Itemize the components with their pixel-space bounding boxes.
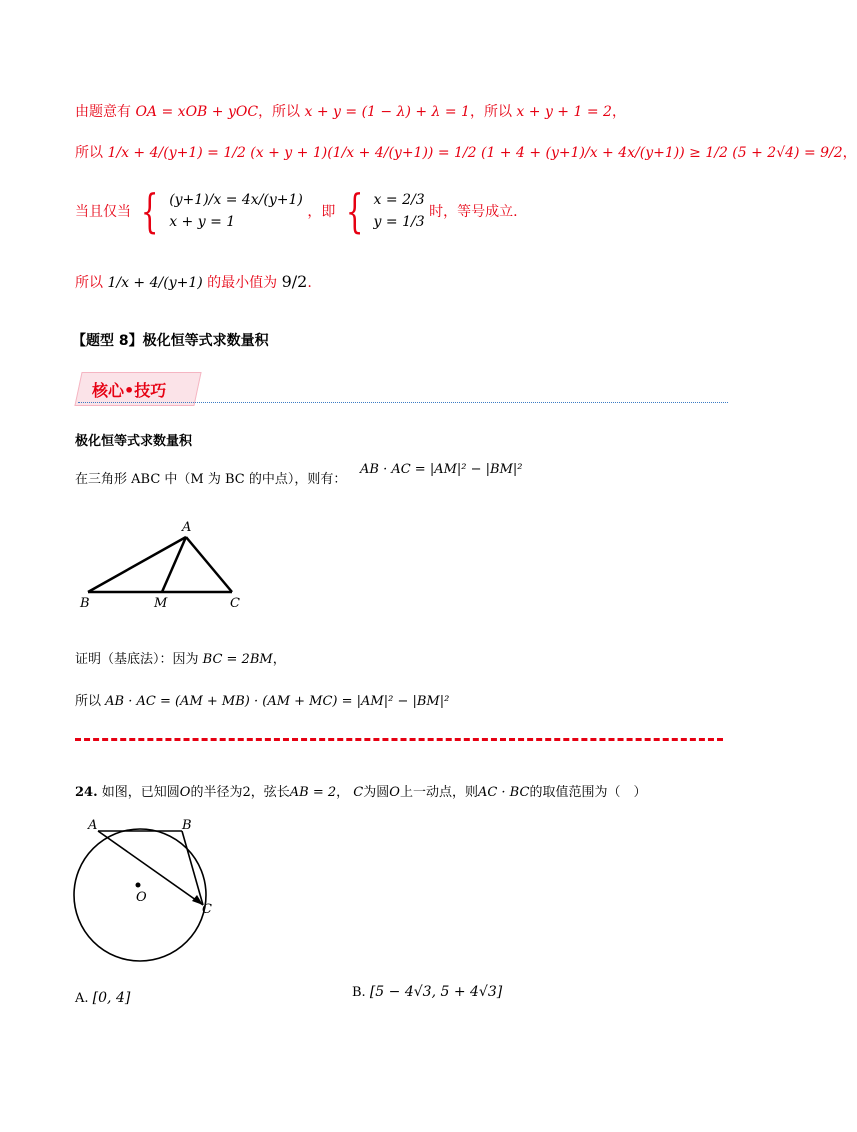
problem-24: 24. 如图，已知圆O的半径为2，弦长AB = 2， C为圆O上一动点，则AC · BC的取值范围为（ ） [75,785,647,800]
proof-line-2: 所以 AB · AC = (AM + MB) · (AM + MC) = |AM|² − |BM|² [75,694,450,709]
dotted-divider [78,402,728,403]
bc-equals-2bm: BC = 2BM [202,652,273,667]
minimum-value: 9/2 [281,272,308,291]
inequality-chain: 1/x + 4/(y+1) = 1/2 (x + y + 1)(1/x + 4/(y+1)) = 1/2 (1 + 4 + (y+1)/x + 4x/(y+1)) ≥ 1/2 (5 + 2√4) = 9/2 [107,145,843,161]
option-a-value: [0, 4] [92,990,131,1006]
side-ac [186,537,232,592]
side-ab [88,537,186,592]
solution-line-4: 所以 1/x + 4/(y+1) 的最小值为 9/2. [75,272,312,291]
vertex-label-c: C [230,596,240,611]
vertex-label-b: B [80,596,90,611]
solution-line-1: 由题意有 OA = xOB + yOC，所以 x + y = (1 − λ) + λ = 1，所以 x + y + 1 = 2， [75,104,626,120]
section-title: 【题型 8】极化恒等式求数量积 [72,333,269,349]
option-a[interactable]: A. [0, 4] [75,990,131,1006]
condition-system: (y+1)/x = 4x/(y+1) x + y = 1 [169,192,303,230]
sum-equation: x + y = (1 − λ) + λ = 1 [304,104,470,120]
vertex-label-a: A [182,520,192,535]
solution-line-2: 所以 1/x + 4/(y+1) = 1/2 (x + y + 1)(1/x + 4/(y+1)) = 1/2 (1 + 4 + (y+1)/x + 4x/(y+1)) ≥ 1/2 (5 + 2√4) = 9/2， [75,145,857,161]
vector-equation: OA = xOB + yOC [135,104,259,120]
point-label-b: B [182,818,192,833]
left-brace-icon: { [141,184,159,238]
sum-plus-one-equation: x + y + 1 = 2 [516,104,612,120]
target-expression: 1/x + 4/(y+1) [107,275,203,291]
problem-number: 24. [75,785,98,800]
statement: 在三角形 ABC 中（M 为 BC 的中点），则有： [75,472,347,487]
option-b-value: [5 − 4√3, 5 + 4√3] [369,984,503,1000]
left-brace-icon: { [345,184,364,238]
triangle-diagram [70,515,260,615]
red-divider [75,738,723,741]
point-label-a: A [88,818,98,833]
center-dot [136,883,141,888]
dot-product: AC · BC [477,785,530,800]
result-system: x = 2/3 y = 1/3 [373,192,425,230]
point-label-c: C [202,902,212,917]
solution-line-3: 当且仅当 { (y+1)/x = 4x/(y+1) x + y = 1 ，即 { x = 2/3 y = 1/3 时，等号成立. [75,184,518,238]
circle-diagram [70,815,230,975]
midpoint-label-m: M [154,596,168,611]
option-b[interactable]: B. [5 − 4√3, 5 + 4√3] [352,984,503,1000]
banner-label: 核心•技巧 [92,381,167,400]
median-am [162,537,186,592]
proof-line-1: 证明（基底法）：因为 BC = 2BM， [75,652,286,667]
polarization-formula: AB · AC = |AM|² − |BM|² [360,462,523,477]
subtitle: 极化恒等式求数量积 [75,434,193,449]
proof-expansion: AB · AC = (AM + MB) · (AM + MC) = |AM|² − |BM|² [105,694,450,709]
vector-ac [98,831,203,905]
center-label-o: O [136,890,147,905]
